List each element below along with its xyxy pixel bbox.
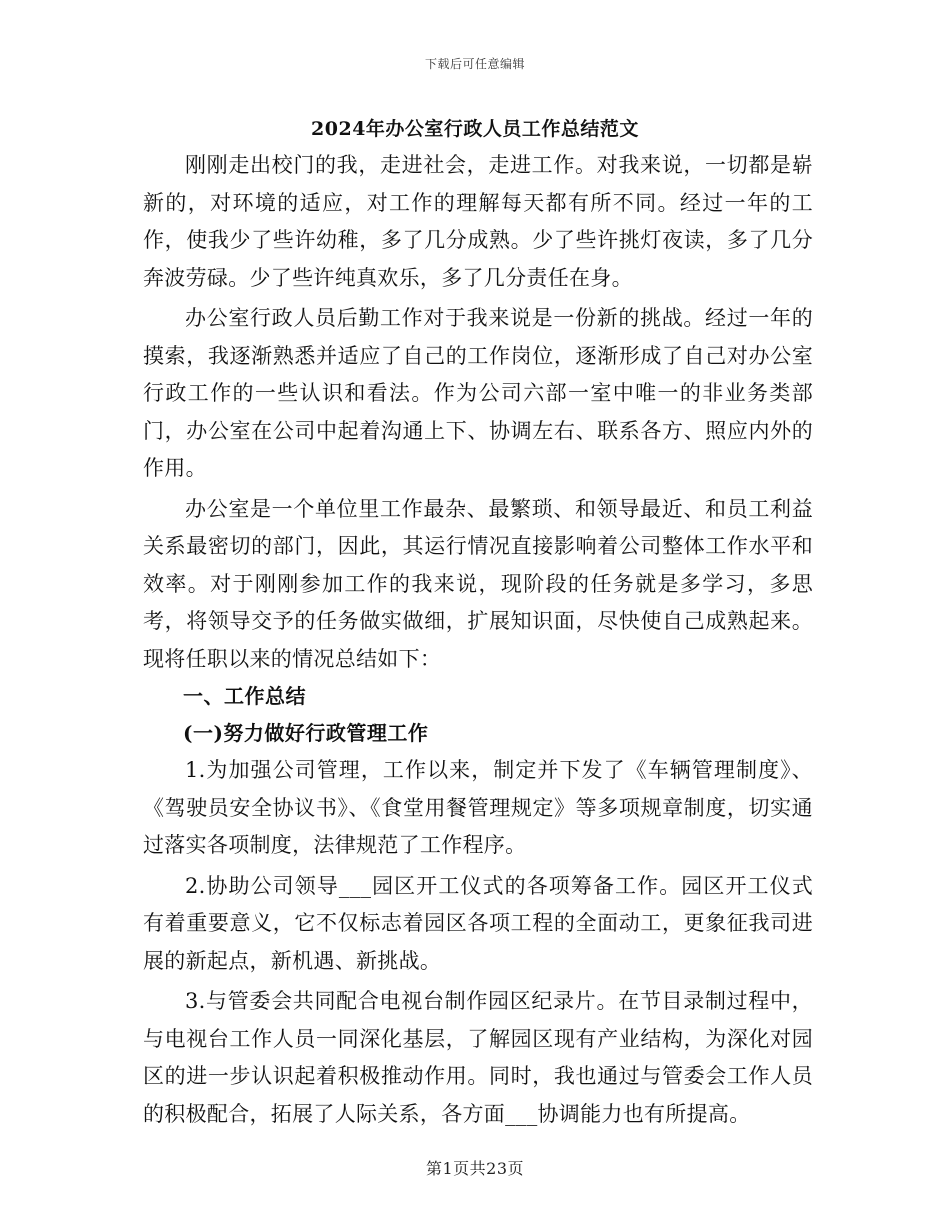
page-footer: 第1页共23页 <box>425 1159 525 1178</box>
document-body <box>143 147 813 1133</box>
section-heading-work-summary: 一、工作总结 <box>183 684 306 708</box>
list-item-1: 1.为加强公司管理，工作以来，制定并下发了《车辆管理制度》、《驾驶员安全协议书》、《食堂用餐管理规定》等多项规章制度，切实通过落实各项制度，法律规范了工作程序。 <box>143 758 813 857</box>
subsection-heading-admin: (一)努力做好行政管理工作 <box>183 721 429 745</box>
paragraph-intro: 刚刚走出校门的我，走进社会，走进工作。对我来说，一切都是崭新的，对环境的适应，对工作的理解每天都有所不同。经过一年的工作，使我少了些许幼稚，多了几分成熟。少了些许挑灯夜读，多了几分奔波劳碌。少了些许纯真欢乐，多了几分责任在身。 <box>143 153 813 290</box>
paragraph-office-role: 办公室是一个单位里工作最杂、最繁琐、和领导最近、和员工利益关系最密切的部门，因此，其运行情况直接影响着公司整体工作水平和效率。对于刚刚参加工作的我来说，现阶段的任务就是多学习，多思考，将领导交予的任务做实做细，扩展知识面，尽快使自己成熟起来。现将任职以来的情况总结如下： <box>143 496 813 671</box>
document-title: 2024年办公室行政人员工作总结范文 <box>311 118 639 140</box>
paragraph-challenge: 办公室行政人员后勤工作对于我来说是一份新的挑战。经过一年的摸索，我逐渐熟悉并适应了自己的工作岗位，逐渐形成了自己对办公室行政工作的一些认识和看法。作为公司六部一室中唯一的非业务类部门，办公室在公司中起着沟通上下、协调左右、联系各方、照应内外的作用。 <box>143 306 813 480</box>
list-item-3: 3.与管委会共同配合电视台制作园区纪录片。在节目录制过程中，与电视台工作人员一同深化基层，了解园区现有产业结构，为深化对园区的进一步认识起着积极推动作用。同时，我也通过与管委会工作人员的积极配合，拓展了人际关系，各方面___协调能力也有所提高。 <box>143 989 813 1126</box>
list-item-2: 2.协助公司领导___园区开工仪式的各项筹备工作。园区开工仪式有着重要意义，它不仅标志着园区各项工程的全面动工，更象征我司进展的新起点，新机遇、新挑战。 <box>143 873 813 973</box>
header-note: 下载后可任意编辑 <box>424 57 525 71</box>
